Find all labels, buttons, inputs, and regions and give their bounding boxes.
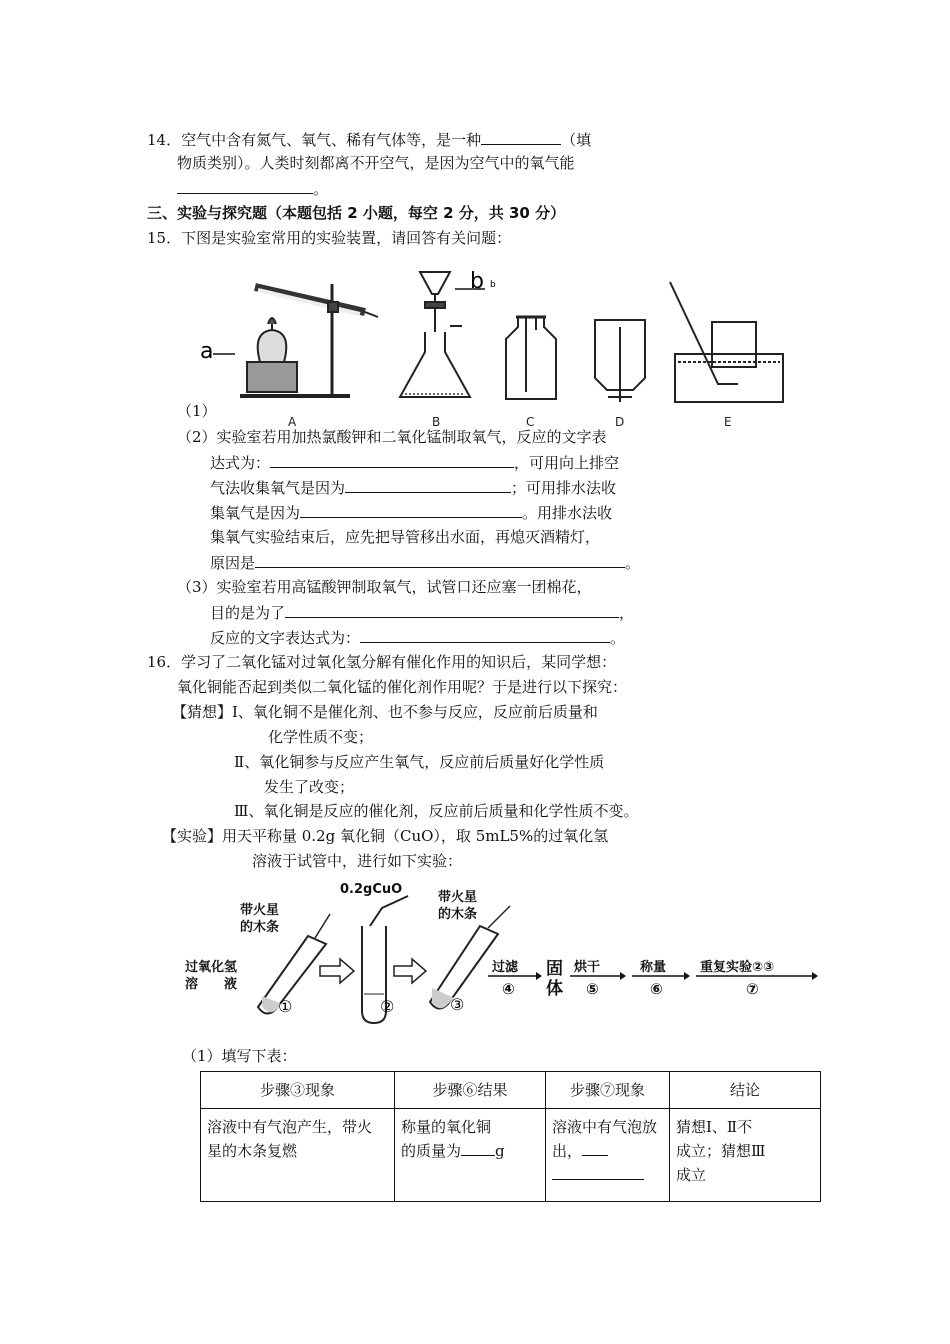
cell-step6-unit: g (495, 1142, 505, 1160)
q15-part2-l3a: 气法收集氧气是因为 (210, 479, 346, 497)
fig-stick2-l2: 的木条 (438, 907, 478, 922)
marker-b-small: b (490, 280, 496, 290)
cell-step7 (546, 1109, 670, 1202)
apparatus-c (506, 317, 556, 399)
q16-experiment-figure (180, 876, 820, 1026)
q15-blank-reason1[interactable] (345, 477, 511, 493)
fig-cuo: 0.2gCuO (340, 882, 403, 897)
q15-part3-l3a: 反应的文字表达式为： (210, 629, 361, 647)
q15-part2-l2b: ，可用向上排空 (514, 454, 620, 472)
q15-part2-l6b: 。 (625, 554, 641, 572)
q15-part3-l2b: ， (619, 604, 635, 622)
q16-stem-l1: 16．学习了二氧化锰对过氧化氢分解有催化作用的知识后，某同学想： (147, 653, 617, 671)
arrow-filter-label: 过滤 (492, 960, 519, 975)
q15-part2-l4b: 。用排水法收 (522, 504, 613, 522)
q16-guess-l4: 发生了改变； (264, 778, 355, 796)
q14-text3-end: 。 (313, 180, 329, 198)
q15-part2-l1: （2）实验室若用加热氯酸钾和二氧化锰制取氧气，反应的文字表 (177, 428, 607, 446)
fig-stick1-l2: 的木条 (240, 920, 280, 935)
q15-part3-l3b: 。 (610, 629, 626, 647)
blank-mass[interactable] (461, 1140, 495, 1156)
cell-step3-l2: 星的木条复燃 (207, 1142, 298, 1160)
cell-step6-l2 (401, 1139, 539, 1163)
q15-part2-l4a: 集氧气是因为 (210, 504, 301, 522)
blank-phenomenon-1[interactable] (582, 1140, 608, 1156)
cell-conclusion (670, 1109, 821, 1202)
q15-apparatus-figure (200, 262, 785, 434)
cell-step7-l2 (552, 1139, 663, 1163)
q15-part2-l3b: ；可用排水法收 (511, 479, 617, 497)
q15-part2-l2 (210, 452, 619, 473)
q16-stem-l2: 氧化铜能否起到类似二氧化锰的催化剂作用呢？于是进行以下探究： (177, 678, 628, 696)
cell-step6-l1: 称量的氧化铜 (401, 1118, 492, 1136)
fig-step6: ⑥ (650, 980, 663, 998)
table-header-row (201, 1072, 821, 1109)
apparatus-a (240, 284, 378, 396)
q14-line2: 物质类别）。人类时刻都离不开空气，是因为空气中的氧气能 (177, 154, 575, 172)
q14-line3 (177, 178, 328, 199)
marker-b: b (470, 269, 484, 294)
label-a: A (288, 415, 297, 429)
fig-stick1-l1: 带火星 (240, 903, 280, 918)
fig-step7: ⑦ (746, 980, 759, 998)
table-header-step6: 步骤⑥结果 (395, 1072, 546, 1109)
q14-text1: 14．空气中含有氮气、氧气、稀有气体等，是一种 (147, 131, 482, 149)
q14-line1 (147, 129, 591, 150)
fig-step3: ③ (450, 995, 465, 1014)
cell-conclusion-l1: 猜想Ⅰ、Ⅱ不 (676, 1118, 753, 1136)
cell-conclusion-l3: 成立 (676, 1166, 707, 1184)
fig-solid-l1: 固 (546, 959, 563, 979)
q15-blank-equation1[interactable] (270, 452, 514, 468)
table-header-conclusion: 结论 (670, 1072, 821, 1109)
q15-blank-purpose[interactable] (285, 602, 619, 618)
arrow-weigh-label: 称量 (640, 960, 667, 975)
q16-exp-l1: 【实验】用天平称量 0.2g 氧化铜（CuO），取 5mL5%的过氧化氢 (162, 827, 609, 845)
table-header-step3: 步骤③现象 (201, 1072, 395, 1109)
cell-step6 (395, 1109, 546, 1202)
fig-step4: ④ (502, 980, 515, 998)
q16-exp-l2: 溶液于试管中，进行如下实验： (252, 852, 463, 870)
cell-step3-l1: 溶液中有气泡产生，带火 (207, 1118, 373, 1136)
fig-h2o2-l2: 溶 液 (185, 977, 238, 992)
q16-guess-l2: 化学性质不变； (268, 728, 374, 746)
process-chain (488, 959, 818, 999)
arrow-dry-label: 烘干 (574, 960, 601, 975)
table-header-step7: 步骤⑦现象 (546, 1072, 670, 1109)
label-c: C (526, 415, 535, 429)
q15-stem: 15．下图是实验室常用的实验装置，请回答有关问题： (147, 229, 512, 247)
fig-step5: ⑤ (586, 980, 599, 998)
fig-h2o2-l1: 过氧化氢 (185, 960, 238, 975)
q15-part2-l5: 集氧气实验结束后，应先把导管移出水面，再熄灭酒精灯， (210, 528, 601, 546)
q15-part2-l6 (210, 552, 640, 573)
marker-a: a (200, 339, 214, 364)
q15-part2-l2a: 达式为： (210, 454, 271, 472)
table-row (201, 1109, 821, 1202)
hollow-arrow-1 (320, 959, 354, 983)
hollow-arrow-2 (394, 959, 426, 983)
q15-part3-l2a: 目的是为了 (210, 604, 286, 622)
q14-text1-end: （填 (561, 131, 592, 149)
apparatus-d (595, 320, 645, 402)
q15-part2-l6a: 原因是 (210, 554, 256, 572)
fig-solid-l2: 体 (546, 979, 563, 999)
cell-step7-l1: 溶液中有气泡放 (552, 1118, 658, 1136)
q14-blank1[interactable] (481, 129, 561, 145)
apparatus-b (400, 272, 470, 397)
q15-part3-l3 (210, 627, 625, 648)
q16-part1: （1）填写下表： (182, 1047, 297, 1065)
cell-step7-l2a: 出， (552, 1142, 583, 1160)
cell-step3 (201, 1109, 395, 1202)
arrow-repeat-label: 重复实验②③ (700, 960, 775, 975)
q15-blank-reason2[interactable] (300, 502, 522, 518)
fig-step2: ② (380, 997, 395, 1016)
q16-guess-l3: Ⅱ、氧化铜参与反应产生氧气，反应前后质量好化学性质 (234, 753, 605, 771)
q15-part3-l2 (210, 602, 634, 623)
q16-guess-l1: 【猜想】Ⅰ、氧化铜不是催化剂、也不参与反应，反应前后质量和 (172, 703, 598, 721)
blank-phenomenon-2[interactable] (552, 1164, 644, 1180)
q14-blank2[interactable] (177, 178, 313, 194)
cell-conclusion-l2: 成立；猜想Ⅲ (676, 1142, 766, 1160)
q15-blank-equation2[interactable] (360, 627, 610, 643)
section3-heading: 三、实验与探究题（本题包括 2 小题，每空 2 分，共 30 分） (147, 204, 566, 222)
q15-part2-l4 (210, 502, 612, 523)
q15-part3-l1: （3）实验室若用高锰酸钾制取氧气，试管口还应塞一团棉花， (177, 578, 592, 596)
q15-blank-reason3[interactable] (255, 552, 625, 568)
fig-step1: ① (278, 997, 293, 1016)
cell-step7-l3 (552, 1163, 663, 1187)
cell-step6-l2a: 的质量为 (401, 1142, 462, 1160)
label-d: D (615, 415, 625, 429)
q16-guess-l5: Ⅲ、氧化铜是反应的催化剂，反应前后质量和化学性质不变。 (234, 802, 639, 820)
q16-result-table (200, 1071, 821, 1202)
fig-stick2-l1: 带火星 (438, 890, 478, 905)
q15-part1: （1） (177, 402, 217, 420)
q15-part2-l3 (210, 477, 616, 498)
label-b: B (432, 415, 441, 429)
label-e: E (724, 415, 732, 429)
apparatus-e (670, 282, 783, 402)
